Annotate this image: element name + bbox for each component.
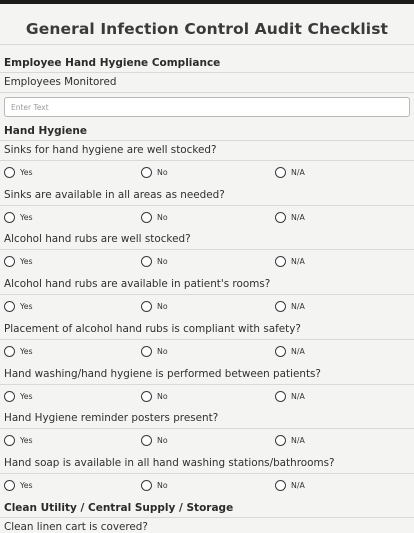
radio-option-no[interactable]	[141, 480, 168, 491]
divider	[0, 517, 414, 518]
radio-option-na[interactable]	[275, 256, 305, 267]
radio-option-label: Yes	[20, 302, 33, 312]
question-label: Placement of alcohol hand rubs is compliant with safety?	[4, 322, 301, 335]
divider	[0, 339, 414, 340]
radio-option-no[interactable]	[141, 256, 168, 267]
radio-option-na[interactable]	[275, 212, 305, 223]
radio-option-label: No	[157, 257, 168, 267]
radio-option-yes[interactable]	[4, 480, 33, 491]
radio-button[interactable]	[141, 346, 152, 357]
radio-option-label: No	[157, 212, 168, 222]
radio-option-label: Yes	[20, 257, 33, 267]
radio-option-label: No	[157, 302, 168, 312]
radio-option-yes[interactable]	[4, 212, 33, 223]
radio-button[interactable]	[141, 391, 152, 402]
radio-option-yes[interactable]	[4, 346, 33, 357]
radio-option-no[interactable]	[141, 346, 168, 357]
radio-button[interactable]	[4, 480, 15, 491]
radio-option-no[interactable]	[141, 435, 168, 446]
radio-option-label: N/A	[291, 346, 305, 356]
section-heading-clean-utility: Clean Utility / Central Supply / Storage	[4, 502, 234, 514]
question-label: Alcohol hand rubs are available in patient's rooms?	[4, 278, 271, 291]
radio-option-label: N/A	[291, 436, 305, 446]
radio-button[interactable]	[4, 346, 15, 357]
radio-option-na[interactable]	[275, 391, 305, 402]
radio-button[interactable]	[141, 435, 152, 446]
divider	[0, 92, 414, 93]
radio-option-label: No	[157, 391, 168, 401]
radio-option-label: N/A	[291, 257, 305, 267]
employees-monitored-label: Employees Monitored	[4, 76, 117, 88]
radio-option-no[interactable]	[141, 391, 168, 402]
radio-option-na[interactable]	[275, 167, 305, 178]
radio-button[interactable]	[141, 167, 152, 178]
radio-option-na[interactable]	[275, 435, 305, 446]
radio-option-label: Yes	[20, 480, 33, 490]
divider	[0, 473, 414, 474]
radio-option-no[interactable]	[141, 167, 168, 178]
radio-button[interactable]	[275, 346, 286, 357]
radio-option-label: N/A	[291, 480, 305, 490]
radio-button[interactable]	[141, 256, 152, 267]
radio-button[interactable]	[4, 212, 15, 223]
radio-option-no[interactable]	[141, 301, 168, 312]
title-divider	[0, 44, 414, 45]
radio-option-label: No	[157, 436, 168, 446]
radio-option-na[interactable]	[275, 301, 305, 312]
radio-option-label: N/A	[291, 391, 305, 401]
radio-option-label: N/A	[291, 302, 305, 312]
question-label: Hand Hygiene reminder posters present?	[4, 412, 219, 425]
question-label: Sinks are available in all areas as needed?	[4, 188, 225, 201]
radio-option-yes[interactable]	[4, 301, 33, 312]
radio-option-label: N/A	[291, 168, 305, 177]
radio-option-no[interactable]	[141, 212, 168, 223]
radio-option-yes[interactable]	[4, 391, 33, 402]
radio-button[interactable]	[275, 256, 286, 267]
employees-monitored-input[interactable]: Enter Text	[4, 97, 410, 117]
radio-button[interactable]	[4, 301, 15, 312]
radio-option-yes[interactable]	[4, 167, 33, 178]
radio-option-label: Yes	[20, 436, 33, 446]
divider	[0, 384, 414, 385]
page-title: General Infection Control Audit Checklist	[25, 20, 389, 38]
radio-button[interactable]	[275, 301, 286, 312]
radio-button[interactable]	[275, 480, 286, 491]
section-heading-hand-hygiene: Hand Hygiene	[4, 125, 87, 137]
divider	[0, 72, 414, 73]
divider	[0, 249, 414, 250]
question-label: Sinks for hand hygiene are well stocked?	[4, 144, 217, 156]
radio-option-label: No	[157, 480, 168, 490]
question-label: Hand washing/hand hygiene is performed between patients?	[4, 367, 321, 380]
radio-button[interactable]	[4, 256, 15, 267]
radio-button[interactable]	[4, 391, 15, 402]
radio-option-label: Yes	[20, 168, 33, 177]
radio-option-label: N/A	[291, 212, 305, 222]
radio-option-label: No	[157, 168, 168, 177]
divider	[0, 428, 414, 429]
divider	[0, 294, 414, 295]
question-label: Alcohol hand rubs are well stocked?	[4, 233, 191, 246]
radio-option-label: Yes	[20, 391, 33, 401]
radio-option-label: Yes	[20, 346, 33, 356]
radio-button[interactable]	[275, 435, 286, 446]
question-label: Hand soap is available in all hand washing stations/bathrooms?	[4, 456, 335, 469]
radio-button[interactable]	[141, 301, 152, 312]
section-heading-employee-hand-hygiene: Employee Hand Hygiene Compliance	[4, 57, 221, 69]
radio-option-yes[interactable]	[4, 256, 33, 267]
divider	[0, 205, 414, 206]
divider	[0, 140, 414, 141]
radio-button[interactable]	[275, 212, 286, 223]
radio-button[interactable]	[4, 167, 15, 178]
divider	[0, 160, 414, 161]
question-label: Clean linen cart is covered?	[4, 521, 148, 533]
radio-option-na[interactable]	[275, 346, 305, 357]
top-bar	[0, 0, 414, 4]
radio-button[interactable]	[275, 167, 286, 178]
radio-button[interactable]	[141, 480, 152, 491]
radio-button[interactable]	[141, 212, 152, 223]
radio-button[interactable]	[275, 391, 286, 402]
radio-option-na[interactable]	[275, 480, 305, 491]
radio-button[interactable]	[4, 435, 15, 446]
radio-option-label: Yes	[20, 212, 33, 222]
radio-option-label: No	[157, 346, 168, 356]
radio-option-yes[interactable]	[4, 435, 33, 446]
